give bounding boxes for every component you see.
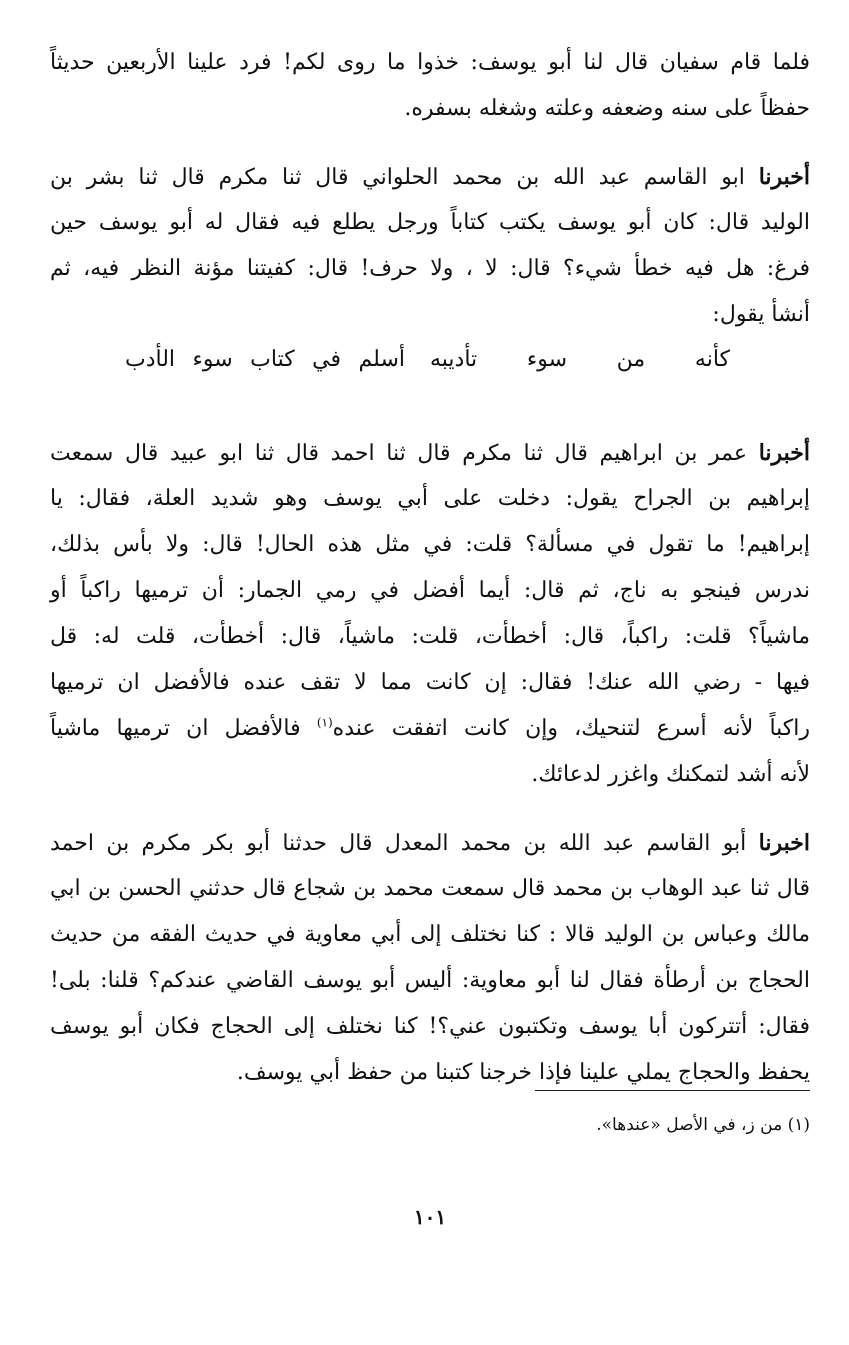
footnote-divider [535, 1090, 810, 1091]
text-line: الوليد قال: كان أبو يوسف يكتب كتاباً ورجل يطلع فيه فقال له أبو يوسف حين [50, 210, 810, 235]
text-line-content: أبو القاسم عبد الله بن محمد المعدل قال حدثنا أبو بكر مكرم بن احمد [50, 831, 747, 856]
paragraph-3 [50, 430, 810, 798]
paragraph-1 [50, 40, 810, 132]
paragraph-lead-word: أخبرنا [758, 440, 811, 466]
paragraph-lead-word: أخبرنا [758, 164, 811, 190]
text-line: الحجاج بن أرطأة فقال لنا أبو معاوية: أليس أبو يوسف القاضي عندكم؟ قلنا: بلى! [50, 968, 810, 993]
text-line: يحفظ والحجاج يملي علينا فإذا خرجنا كتبنا من حفظ أبي يوسف. [236, 1060, 810, 1085]
paragraph-2 [50, 154, 810, 338]
text-line: لأنه أشد لتمكنك واغزر لدعائك. [531, 762, 810, 787]
text-line: قال ثنا عبد الوهاب بن محمد قال سمعت محمد بن شجاع قال حدثني الحسن بن ابي [50, 876, 810, 901]
text-line [50, 706, 810, 752]
book-page [50, 40, 810, 1320]
text-line [50, 430, 810, 476]
page-number: ١٠١ [413, 1205, 447, 1229]
text-line [50, 820, 810, 866]
text-line: فرغ: هل فيه خطأ شيء؟ قال: لا ، ولا حرف! قال: كفيتنا مؤنة النظر فيه، ثم [50, 256, 810, 281]
text-line-content: راكباً لأنه أسرع لتنحيك، وإن كانت اتفقت عنده [332, 716, 810, 741]
paragraph-4 [50, 820, 810, 1096]
text-line: إبراهيم بن الجراح يقول: دخلت على أبي يوسف وهو شديد العلة، فقال: يا [50, 486, 810, 511]
verse-second-hemistich: أسلم في كتاب سوء الأدب [125, 347, 405, 372]
text-line: ندرس فينجو به ناج، ثم قال: أيما أفضل في رمي الجمار: أن ترميها راكباً أو [50, 578, 810, 603]
text-line: فقال: أتتركون أبا يوسف وتكتبون عني؟! كنا نختلف إلى الحجاج فكان أبو يوسف [50, 1014, 810, 1039]
footnote: (١) من ز، في الأصل «عندها». [596, 1115, 810, 1135]
text-line-content: عمر بن ابراهيم قال ثنا مكرم قال ثنا احمد قال ثنا ابو عبيد قال سمعت [50, 441, 748, 466]
text-line: ماشياً؟ قلت: راكباً، قال: أخطأت، قلت: ماشياً، قال: أخطأت، قلت له: قل [50, 624, 810, 649]
text-line-content: ابو القاسم عبد الله بن محمد الحلواني قال ثنا مكرم قال ثنا بشر بن [50, 165, 745, 190]
text-line: إبراهيم! ما تقول في مسألة؟ قلت: في مثل هذه الحال! قال: ولا بأس بذلك، [50, 532, 810, 557]
poem-verse [50, 337, 810, 383]
text-line: فلما قام سفيان قال لنا أبو يوسف: خذوا ما روى لكم! فرد علينا الأربعين حديثاً [50, 50, 810, 75]
paragraph-lead-word: اخبرنا [758, 830, 810, 856]
text-line: مالك وعباس بن الوليد قالا : كنا نختلف إلى أبي معاوية في حديث الفقه من حديث [50, 922, 810, 947]
text-line: فيها - رضي الله عنك! فقال: إن كانت مما لا تقف عنده فالأفضل ان ترميها [50, 670, 810, 695]
footnote-reference[interactable]: (١) [316, 715, 333, 730]
text-line-tail: فالأفضل ان ترميها ماشياً [50, 716, 301, 741]
text-line: أنشأ يقول: [712, 302, 810, 327]
verse-first-hemistich: كأنه من سوء تأديبه [430, 347, 730, 372]
text-line: حفظاً على سنه وضعفه وعلته وشغله بسفره. [404, 96, 810, 121]
text-line [50, 154, 810, 200]
